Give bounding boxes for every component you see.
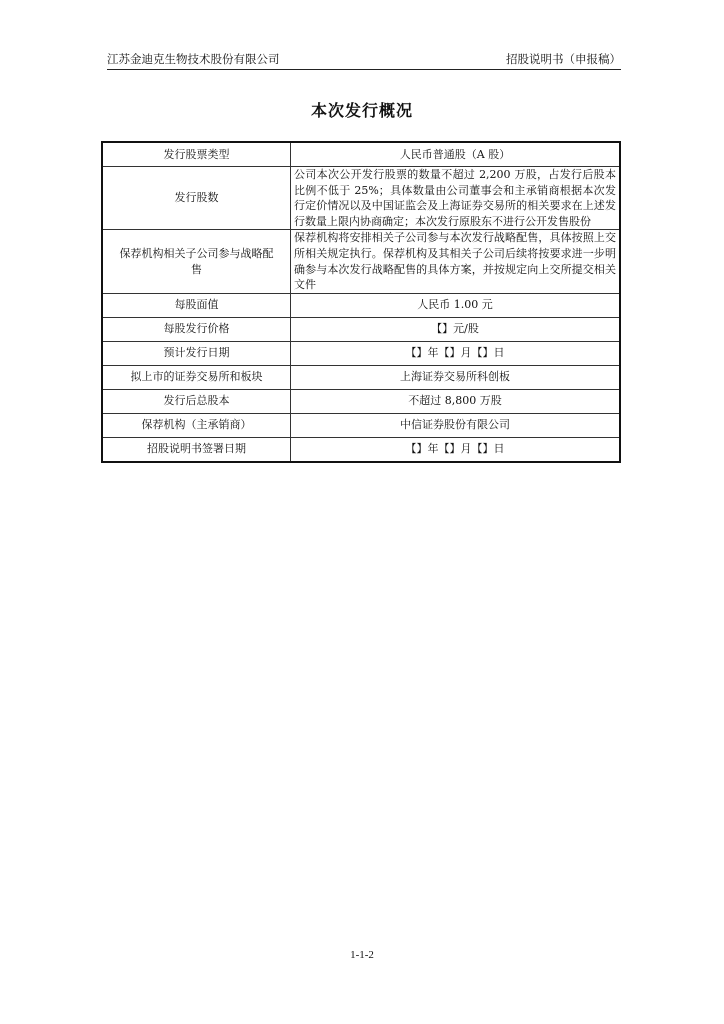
row-value: 保荐机构将安排相关子公司参与本次发行战略配售，具体按照上交所相关规定执行。保荐机构及其相关子公司后续将按要求进一步明确参与本次发行战略配售的具体方案，并按规定向上交所提交相关文件: [291, 230, 621, 293]
offering-overview-table: [101, 141, 621, 463]
table-row: [102, 293, 620, 317]
row-label: 预计发行日期: [102, 341, 291, 365]
row-label: 招股说明书签署日期: [102, 437, 291, 462]
table-row: [102, 317, 620, 341]
table-row: [102, 142, 620, 167]
table-row: [102, 365, 620, 389]
header-doc-type: 招股说明书（申报稿）: [506, 52, 621, 66]
row-value: 上海证券交易所科创板: [291, 365, 621, 389]
row-label: 保荐机构（主承销商）: [102, 413, 291, 437]
page-title: 本次发行概况: [310, 101, 413, 120]
table-row: [102, 341, 620, 365]
page-number: 1-1-2: [350, 949, 374, 961]
row-label: 每股面值: [102, 293, 291, 317]
row-value: 人民币普通股（A 股）: [291, 142, 621, 167]
row-label: 每股发行价格: [102, 317, 291, 341]
table-row: [102, 437, 620, 462]
table-row: [102, 389, 620, 413]
row-value: 不超过 8,800 万股: [291, 389, 621, 413]
row-label: 发行后总股本: [102, 389, 291, 413]
row-value: 人民币 1.00 元: [291, 293, 621, 317]
row-value: 【】年【】月【】日: [291, 437, 621, 462]
header-divider: [107, 69, 621, 70]
row-label: 发行股数: [102, 167, 291, 230]
row-label: 拟上市的证券交易所和板块: [102, 365, 291, 389]
row-value: 【】年【】月【】日: [291, 341, 621, 365]
table-row: [102, 167, 620, 230]
table-row: [102, 413, 620, 437]
row-label: 保荐机构相关子公司参与战略配售: [102, 230, 291, 293]
row-value: 【】元/股: [291, 317, 621, 341]
row-value: 公司本次公开发行股票的数量不超过 2,200 万股，占发行后股本比例不低于 25%；具体数量由公司董事会和主承销商根据本次发行定价情况以及中国证监会及上海证券交易所的相关要求在上述发行数量上限内协商确定；本次发行原股东不进行公开发售股份: [291, 167, 621, 230]
page-header: [107, 50, 621, 68]
header-company: 江苏金迪克生物技术股份有限公司: [107, 52, 280, 66]
table-row: [102, 230, 620, 293]
row-value: 中信证券股份有限公司: [291, 413, 621, 437]
row-label: 发行股票类型: [102, 142, 291, 167]
